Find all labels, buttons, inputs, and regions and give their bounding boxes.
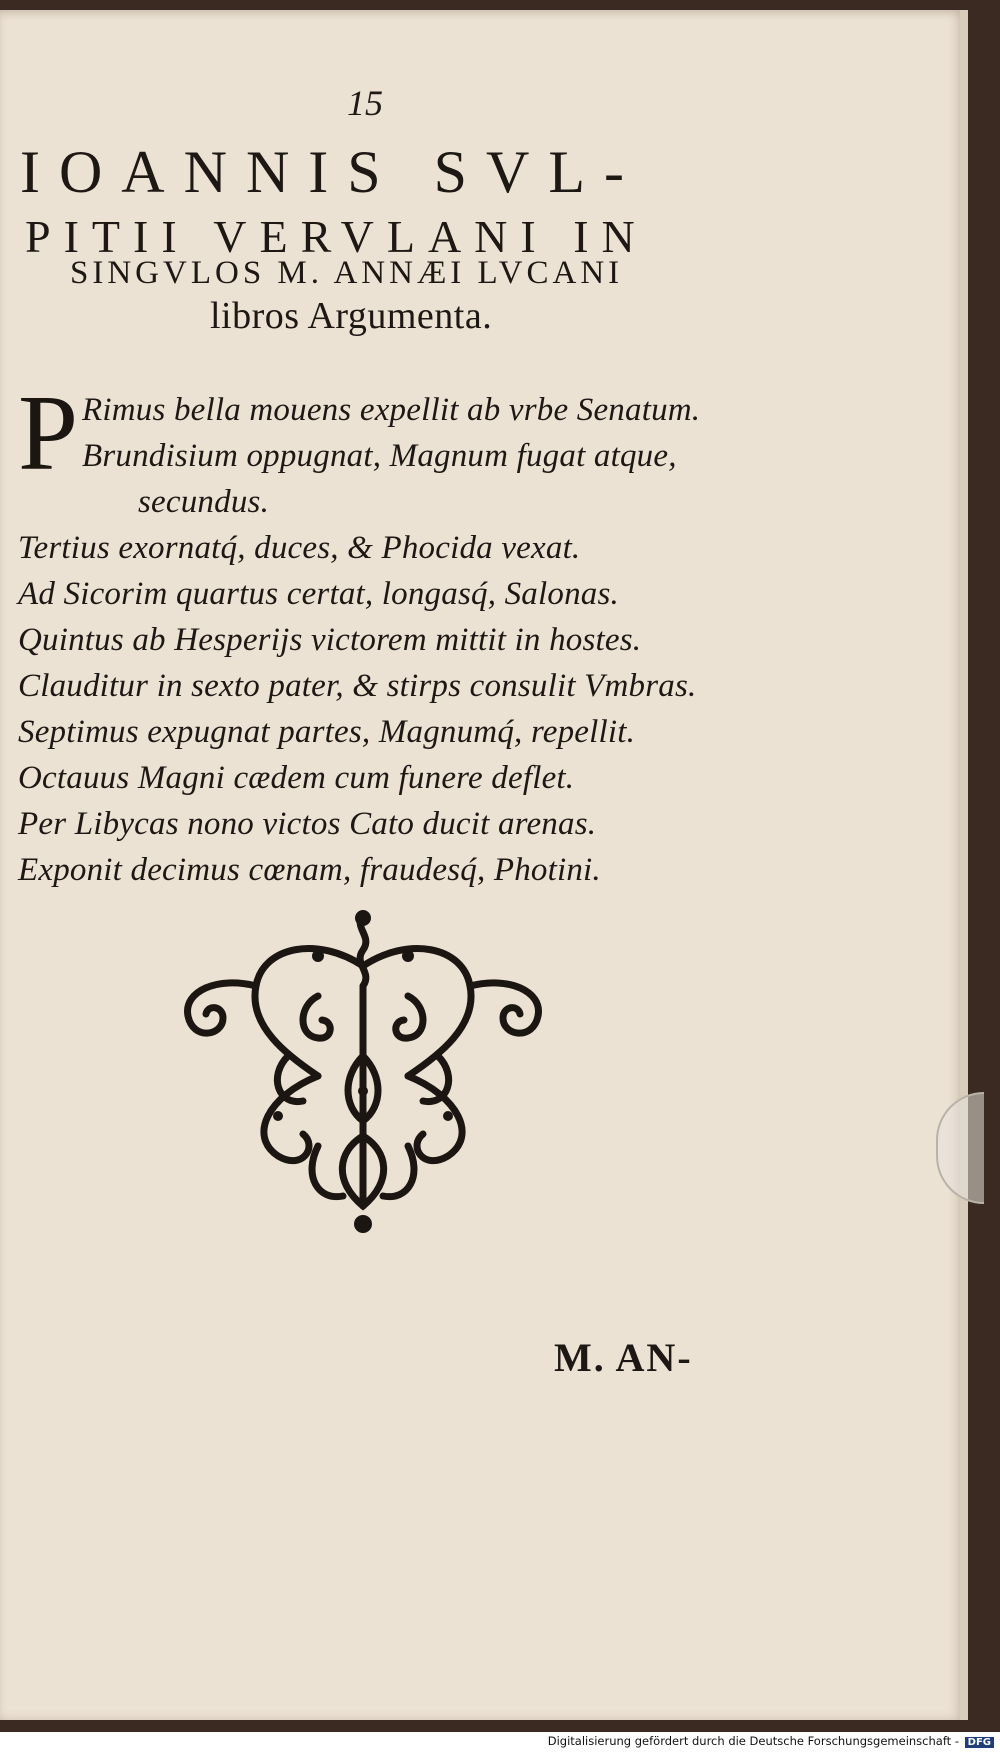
digitization-credit [548, 1734, 994, 1748]
title-line-3: SINGVLOS M. ANNÆI LVCANI [70, 255, 624, 291]
verse-line: Per Libycas nono victos Cato ducit arenas. [18, 806, 597, 842]
verse-line: Septimus expugnat partes, Magnumq́, repellit. [18, 714, 636, 750]
verse-line: secundus. [138, 484, 270, 520]
title-line-1: IOANNIS SVL- [20, 139, 643, 205]
fleuron-ornament [168, 906, 558, 1236]
verse-line: Brundisium oppugnat, Magnum fugat atque, [82, 438, 677, 474]
verse-line: Rimus bella mouens expellit ab vrbe Senatum. [82, 392, 701, 428]
title-line-4: libros Argumenta. [210, 295, 493, 337]
verse-line: Clauditur in sexto pater, & stirps consulit Vmbras. [18, 668, 697, 704]
drop-cap-initial: P [18, 374, 79, 493]
verse-line: Exponit decimus cœnam, fraudesq́, Photini. [18, 852, 601, 888]
page-number: 15 [347, 83, 383, 123]
verse-line: Octauus Magni cædem cum funere deflet. [18, 760, 575, 796]
page-edge [960, 10, 968, 1720]
catchword: M. AN- [554, 1335, 693, 1380]
verse-line: Tertius exornatq́, duces, & Phocida vexat. [18, 530, 581, 566]
verse-line: Ad Sicorim quartus certat, longasq́, Salonas. [18, 576, 619, 612]
credit-text: Digitalisierung gefördert durch die Deutsche Forschungsgemeinschaft - [547, 1734, 959, 1748]
dfg-logo: DFG [965, 1737, 994, 1748]
verse-line: Quintus ab Hesperijs victorem mittit in hostes. [18, 622, 642, 658]
title-line-2: PITII VERVLANI IN [25, 211, 648, 262]
